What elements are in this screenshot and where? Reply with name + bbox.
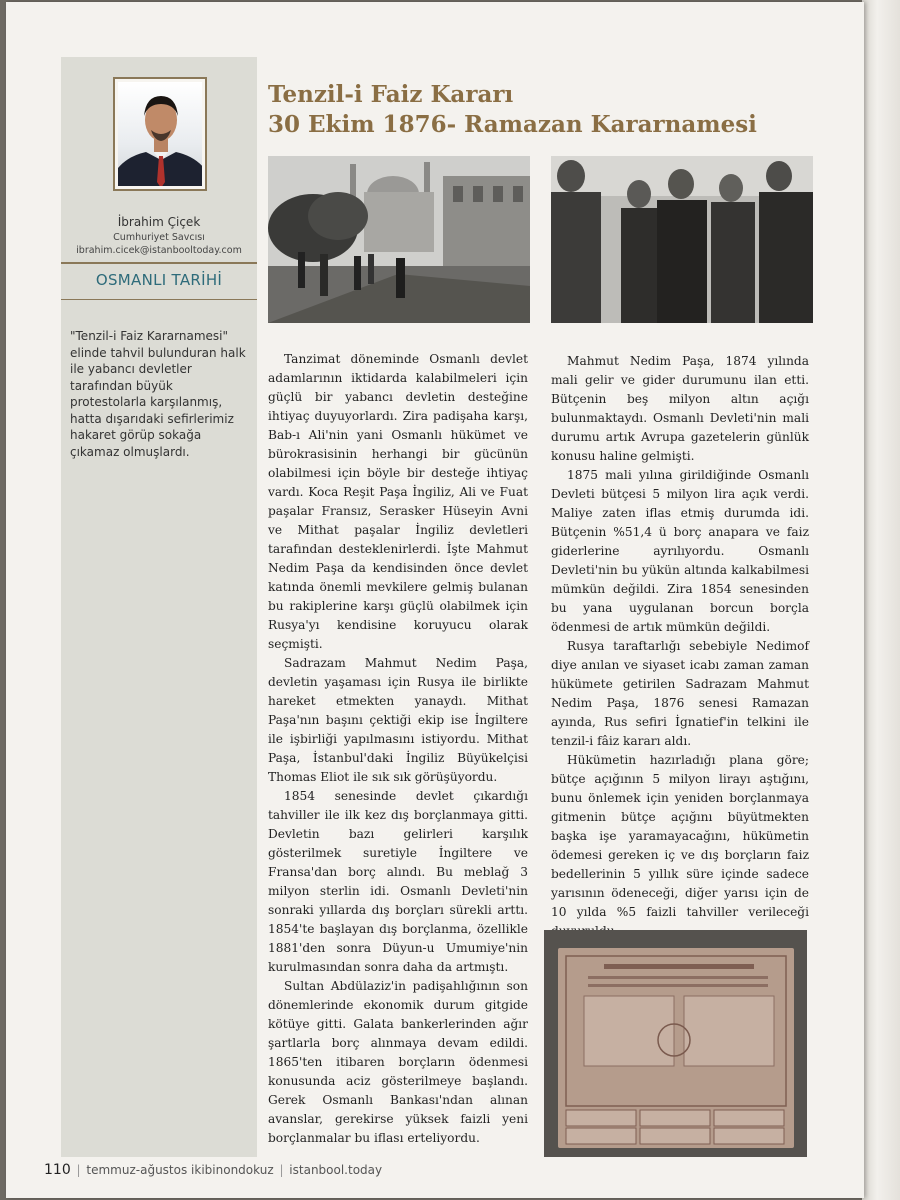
author-sidebar (61, 57, 257, 1157)
footer-separator: | (275, 1163, 288, 1177)
photo-istanbul-street (268, 156, 530, 323)
site-name: istanbool.today (289, 1163, 383, 1177)
footer-separator: | (72, 1163, 85, 1177)
paragraph: Mahmut Nedim Paşa, 1874 yılında mali gelir ve gider durumunu ilan etti. Bütçenin beş milyon altın açığı bulunmaktaydı. Osmanlı Devleti'nin mali durumu artık Avrupa gazetelerin günlük konusu haline gelmişti. (551, 354, 809, 463)
section-label: OSMANLI TARİHİ (95, 271, 223, 289)
issue-date: temmuz-ağustos ikibinondokuz (86, 1163, 274, 1177)
author-photo-frame (113, 77, 207, 191)
magazine-page (6, 2, 864, 1198)
author-portrait-illustration (118, 82, 202, 186)
page-number: 110 (44, 1162, 71, 1178)
article-column-1 (268, 350, 528, 1148)
article-title (268, 80, 848, 140)
paragraph: Rusya taraftarlığı sebebiyle Nedimof diye anılan ve siyaset icabı zaman zaman hükümete getirilen Sadrazam Mahmut Nedim Paşa, 1876 senesi Ramazan ayında, Rus sefiri İgnatief'in telkini ile tenzil-i fâiz kararı aldı. (551, 639, 809, 748)
section-divider-bottom (61, 299, 257, 300)
author-title: Cumhuriyet Savcısı (113, 232, 205, 243)
page-footer (44, 1162, 382, 1178)
title-line-2: 30 Ekim 1876- Ramazan Kararnamesi (268, 111, 757, 138)
paragraph: 1875 mali yılına girildiğinde Osmanlı Devleti bütçesi 5 milyon lira açık verdi. Maliye zaten iflas etmiş durumda idi. Bütçenin %51,4 ü borç anapara ve faiz giderlerine ayrılıyordu. Osmanlı Devleti'nin bu yükün altında kalkabilmesi mümkün değildi. Zira 1854 senesinden bu yana uygulanan borcun borçla ödenmesi de artık mümkün değildi. (551, 468, 809, 634)
bond-certificate-illustration (544, 930, 807, 1157)
photo-ottoman-officials (551, 156, 813, 323)
paragraph: Sultan Abdülaziz'in padişahlığının son dönemlerinde ekonomik durum gitgide kötüye gitti. Galata bankerlerinden ağır şartlarla borç alınmaya devam edildi. 1865'ten itibaren borçların ödenmesi konusunda aciz gösterilmeye başlandı. Gerek Osmanlı Bankası'ndan alınan avanslar, gerekirse yüksek faizli yeni borçlanmalar bu iflası erteliyordu. (268, 979, 528, 1145)
title-line-1: Tenzil-i Faiz Kararı (268, 81, 514, 108)
pull-quote: "Tenzil-i Faiz Kararnamesi" elinde tahvil bulunduran halk ile yabancı devletler tarafından büyük protestolarla karşılanmış, hatta dışarıdaki sefirlerimiz hakaret görüp sokağa çıkamaz olmuşlardı. (70, 329, 246, 459)
article-column-2 (551, 352, 809, 941)
paragraph: Tanzimat döneminde Osmanlı devlet adamlarının iktidarda kalabilmeleri için güçlü bir yabancı devletin desteğine ihtiyaç duyuyorlardı. Zira padişaha karşı, Bab-ı Ali'nin yani Osmanlı hükümet ve bürokrasisinin herhangi bir gücünün olabilmesi için böyle bir desteğe ihtiyaç vardı. Koca Reşit Paşa İngiliz, Ali ve Fuat paşalar Fransız, Serasker Hüseyin Avni ve Mithat paşalar İngiliz devletleri tarafından desteklenirlerdi. İşte Mahmut Nedim Paşa da kendisinden önce devlet katında önemli mevkilere gelmiş bulanan bu rakiplerine karşı güçlü olabilmek için Rusya'yı kendisine koruyucu olarak seçmişti. (268, 352, 528, 651)
section-divider-top (61, 262, 257, 264)
author-photo (118, 82, 202, 186)
paragraph: Hükümetin hazırladığı plana göre; bütçe açığının 5 milyon lirayı aştığını, bunu önlemek için yeniden borçlanmaya gitmenin bütçe açığını büyütmekten başka işe yaramayacağını, hükümetin ödemesi gereken iç ve dış borçların faiz bedellerinin 5 yıllık süre içinde sadece yarısının ödeneceği, diğer yarısı için de 10 yılda %5 faizli tahviller verileceği (551, 753, 809, 919)
author-name: İbrahim Çiçek (117, 215, 201, 229)
paragraph: 1854 senesinde devlet çıkardığı tahviller ile ilk kez dış borçlanmaya gitti. Devletin bazı gelirleri karşılık gösterilmek suretiyle İngiltere ve Fransa'dan borç alındı. Bu meblağ 3 milyon sterlin idi. Osmanlı Devleti'nin sonraki yıllarda dış borçları sürekli arttı. 1854'te başlayan dış borçlanma, özellikle 1881'den sonra Düyun-u Umumiye'nin kurulmasından sonra daha da artmıştı. (268, 789, 528, 974)
paragraph: Sadrazam Mahmut Nedim Paşa, devletin yaşaması için Rusya ile birlikte hareket etmekten yanaydı. Mithat Paşa'nın başını çektiği ekip ise İngiltere ile işbirliği yapılmasını istiyordu. Mithat Paşa, İstanbul'daki İngiliz Büyükelçisi Thomas Eliot ile sık sık görüşüyordu. (268, 656, 528, 784)
adjacent-page-edge (862, 0, 900, 1200)
photo-ottoman-bond (544, 930, 807, 1157)
author-email: ibrahim.cicek@istanbooltoday.com (76, 245, 242, 256)
street-mosque-illustration (268, 156, 530, 323)
officials-group-illustration (551, 156, 813, 323)
